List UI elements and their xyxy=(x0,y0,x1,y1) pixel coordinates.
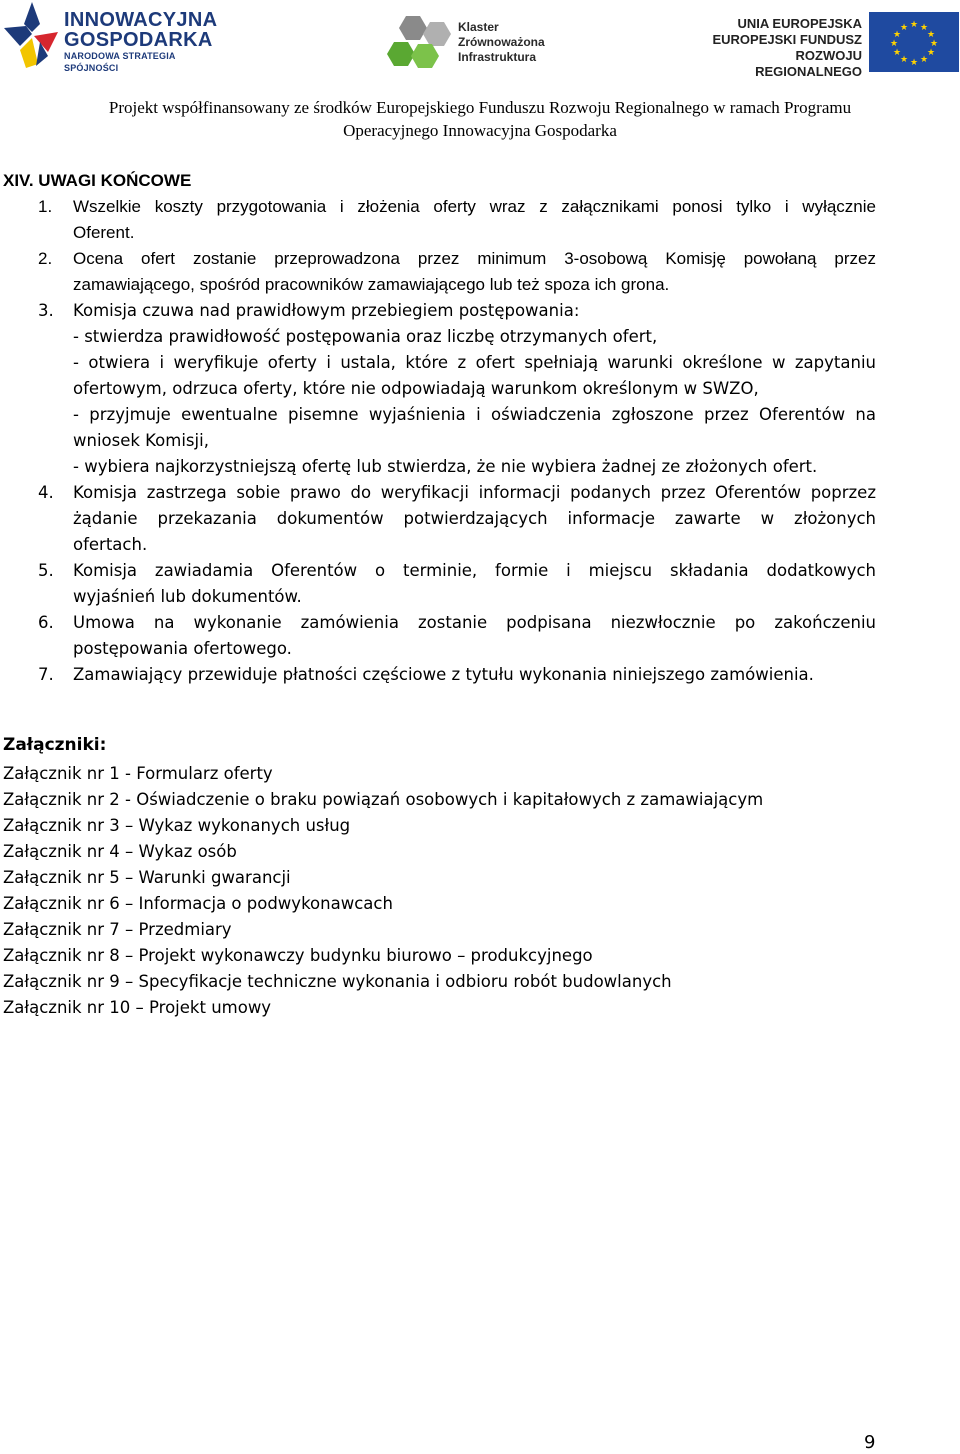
item-text-line: wyjaśnień lub dokumentów. xyxy=(73,587,302,606)
item-text-line: postępowania ofertowego. xyxy=(73,639,292,658)
item-text-line: wniosek Komisji, xyxy=(73,431,209,450)
klaster-wordmark xyxy=(458,20,545,65)
item-text-line: Komisja zastrzega sobie prawo do weryfikacji informacji podanych przez Oferentów poprzez xyxy=(73,483,876,502)
svg-text:★: ★ xyxy=(899,55,909,65)
svg-text:★: ★ xyxy=(909,20,919,30)
klaster-logo xyxy=(386,14,556,72)
item-text-line: Zamawiający przewiduje płatności częściowe z tytułu wykonania niniejszego zamówienia. xyxy=(73,665,814,684)
item-number: 2. xyxy=(38,249,53,268)
page-number: 9 xyxy=(864,1432,876,1453)
list-item xyxy=(38,246,876,298)
list-item xyxy=(38,558,876,610)
item-text-line: Komisja zawiadamia Oferentów o terminie, formie i miejscu składania dodatkowych xyxy=(73,561,876,580)
attachment-item: Załącznik nr 4 – Wykaz osób xyxy=(3,842,237,861)
list-item xyxy=(38,662,876,688)
item-text-line: ofertach. xyxy=(73,535,148,554)
attachment-item: Załącznik nr 3 – Wykaz wykonanych usług xyxy=(3,816,351,835)
item-text-line: Oferent. xyxy=(73,223,135,242)
attachment-item: Załącznik nr 6 – Informacja o podwykonawcach xyxy=(3,894,393,913)
eu-fund-logo xyxy=(710,12,960,79)
attachment-item: Załącznik nr 5 – Warunki gwarancji xyxy=(3,868,291,887)
attachment-item: Załącznik nr 2 - Oświadczenie o braku powiązań osobowych i kapitałowych z zamawiającym xyxy=(3,790,764,809)
logo-text-line: Klaster xyxy=(458,20,499,34)
svg-text:★: ★ xyxy=(889,39,899,49)
svg-text:★: ★ xyxy=(919,23,929,33)
list-item xyxy=(38,480,876,558)
item-text-line: Ocena ofert zostanie przeprowadzona przez minimum 3-osobową Komisję powołaną przez xyxy=(73,249,876,268)
attachments-list xyxy=(3,761,763,1021)
logo-text-line: ROZWOJU REGIONALNEGO xyxy=(755,48,862,79)
item-text-line: Umowa na wykonanie zamówienia zostanie podpisana niezwłocznie po zakończeniu xyxy=(73,613,876,632)
item-number: 3. xyxy=(38,301,54,320)
svg-text:★: ★ xyxy=(892,48,902,58)
eu-flag-icon xyxy=(869,12,959,72)
svg-text:★: ★ xyxy=(926,48,936,58)
innowacyjna-gospodarka-emblem-icon xyxy=(4,2,60,70)
item-number: 6. xyxy=(38,613,54,632)
logo-text-line: INNOWACYJNA xyxy=(64,9,218,31)
project-funding-line: Operacyjnego Innowacyjna Gospodarka xyxy=(343,121,617,140)
svg-text:★: ★ xyxy=(909,58,919,68)
section-title: XIV. UWAGI KOŃCOWE xyxy=(3,171,192,190)
item-text-line: - wybiera najkorzystniejszą ofertę lub stwierdza, że nie wybiera żadnej ze złożonych ofert. xyxy=(73,457,818,476)
svg-text:★: ★ xyxy=(919,55,929,65)
svg-text:★: ★ xyxy=(899,23,909,33)
logo-text-line: GOSPODARKA xyxy=(64,29,213,51)
list-item xyxy=(38,298,876,480)
svg-text:★: ★ xyxy=(929,39,939,49)
item-text-line: Komisja czuwa nad prawidłowym przebiegiem postępowania: xyxy=(73,301,580,320)
item-number: 7. xyxy=(38,665,54,684)
item-text-line: - przyjmuje ewentualne pisemne wyjaśnienia i oświadczenia zgłoszone przez Oferentów na xyxy=(73,405,876,424)
svg-text:★: ★ xyxy=(892,30,902,40)
item-number: 1. xyxy=(38,197,53,216)
logo-text-line: EUROPEJSKI FUNDUSZ xyxy=(712,32,862,47)
innowacyjna-gospodarka-logo xyxy=(4,2,224,72)
attachment-item: Załącznik nr 9 – Specyfikacje techniczne wykonania i odbioru robót budowlanych xyxy=(3,972,672,991)
item-text-line: ofertowym, odrzuca oferty, które nie odpowiadają warunkom określonym w SWZO, xyxy=(73,379,759,398)
item-text-line: zamawiającego, spośród pracowników zamawiającego lub też spoza ich grona. xyxy=(73,275,670,294)
attachment-item: Załącznik nr 1 - Formularz oferty xyxy=(3,764,273,783)
item-text-line: żądanie przekazania dokumentów potwierdzających informacje zawarte w złożonych xyxy=(73,509,876,528)
logo-text-line: Zrównoważona xyxy=(458,35,545,49)
attachment-item: Załącznik nr 10 – Projekt umowy xyxy=(3,998,272,1017)
attachments-heading: Załączniki: xyxy=(3,735,107,755)
item-text-line: - stwierdza prawidłowość postępowania oraz liczbę otrzymanych ofert, xyxy=(73,327,658,346)
logo-text-line: UNIA EUROPEJSKA xyxy=(737,16,862,31)
item-number: 4. xyxy=(38,483,54,502)
list-item xyxy=(38,194,876,246)
item-number: 5. xyxy=(38,561,54,580)
svg-text:★: ★ xyxy=(926,30,936,40)
item-text-line: - otwiera i weryfikuje oferty i ustala, które z ofert spełniają warunki określone w zapytaniu xyxy=(73,353,876,372)
list-item xyxy=(38,610,876,662)
item-text-line: Wszelkie koszty przygotowania i złożenia oferty wraz z załącznikami ponosi tylko i wyłącznie xyxy=(73,197,876,216)
logo-text-line: Infrastruktura xyxy=(458,50,537,64)
attachment-item: Załącznik nr 8 – Projekt wykonawczy budynku biurowo – produkcyjnego xyxy=(3,946,593,965)
attachment-item: Załącznik nr 7 – Przedmiary xyxy=(3,920,232,939)
klaster-hexagon-icon xyxy=(386,14,452,72)
logo-text-line: NARODOWA STRATEGIA SPÓJNOŚCI xyxy=(64,51,176,73)
eu-fund-wordmark xyxy=(710,16,862,80)
innowacyjna-gospodarka-wordmark xyxy=(64,10,224,74)
project-funding-line: Projekt współfinansowany ze środków Europejskiego Funduszu Rozwoju Regionalnego w ramach Programu xyxy=(108,98,852,117)
